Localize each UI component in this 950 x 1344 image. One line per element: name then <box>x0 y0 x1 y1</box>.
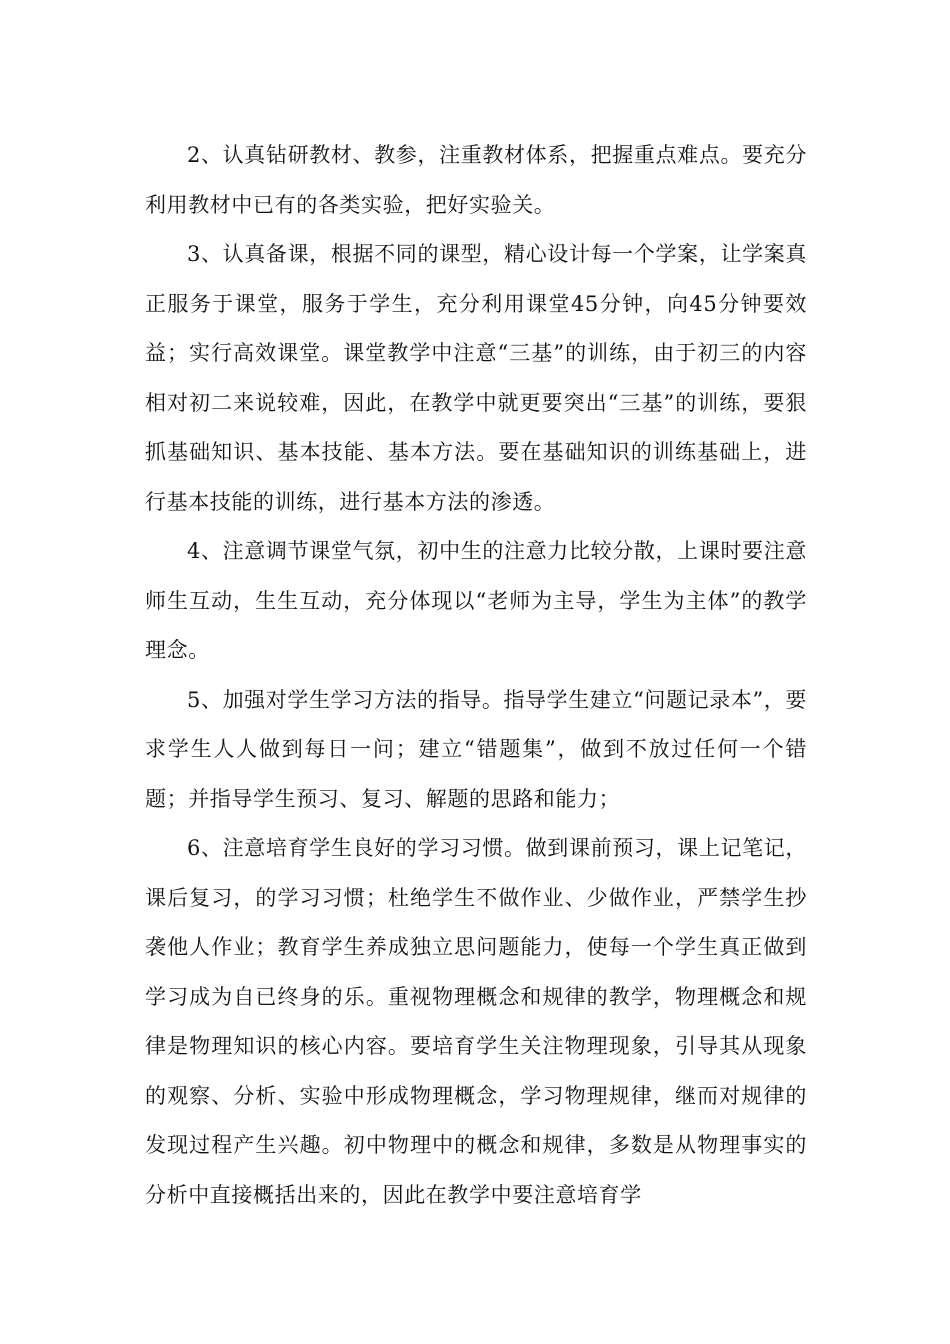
paragraph-item-2: 2、认真钻研教材、教参，注重教材体系，把握重点难点。要充分利用教材中已有的各类实验，把好实验关。 <box>145 143 807 217</box>
paragraph-item-5: 5、加强对学生学习方法的指导。指导学生建立“问题记录本”，要求学生人人做到每日一问；建立“错题集”，做到不放过任何一个错题；并指导学生预习、复习、解题的思路和能力； <box>145 687 807 811</box>
paragraph-item-6: 6、注意培育学生良好的学习习惯。做到课前预习，课上记笔记，课后复习，的学习习惯；杜绝学生不做作业、少做作业，严禁学生抄袭他人作业；教育学生养成独立思问题能力，使每一个学生真正做到学习成为自已终身的乐。重视物理概念和规律的教学，物理概念和规律是物理知识的核心内容。要培育学生关注物理现象，引导其从现象的观察、分析、实验中形成物理概念，学习物理规律，继而对规律的发现过程产生兴趣。初中物理中的概念和规律，多数是从物理事实的分析中直接概括出来的，因此在教学中要注意培育学 <box>145 836 807 1207</box>
paragraph-item-3: 3、认真备课，根据不同的课型，精心设计每一个学案，让学案真正服务于课堂，服务于学生，充分利用课堂45分钟，向45分钟要效益；实行高效课堂。课堂教学中注意“三基”的训练，由于初三的内容相对初二来说较难，因此，在教学中就更要突出“三基”的训练，要狠抓基础知识、基本技能、基本方法。要在基础知识的训练基础上，进行基本技能的训练，进行基本方法的渗透。 <box>145 242 807 514</box>
paragraph-item-4: 4、注意调节课堂气氛，初中生的注意力比较分散，上课时要注意师生互动，生生互动，充分体现以“老师为主导，学生为主体”的教学理念。 <box>145 539 807 662</box>
document-body <box>145 131 807 1220</box>
